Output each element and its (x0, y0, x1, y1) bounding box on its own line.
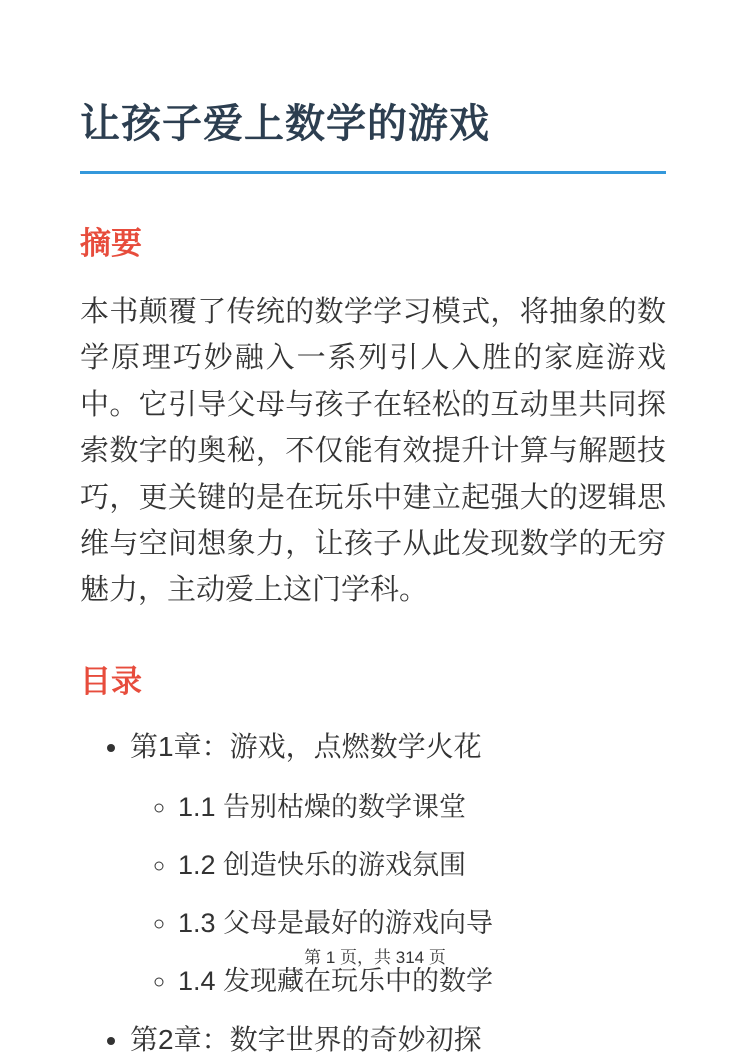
toc-section-1-1: ◦ 1.1 告别枯燥的数学课堂 (178, 785, 666, 824)
toc-section-1-3: ◦ 1.3 父母是最好的游戏向导 (178, 901, 666, 940)
abstract-paragraph: 本书颠覆了传统的数学学习模式，将抽象的数学原理巧妙融入一系列引人入胜的家庭游戏中。它引导父母与孩子在轻松的互动里共同探索数字的奥秘，不仅能有效提升计算与解题技巧，更关键的是在玩乐中建立起强大的逻辑思维与空间想象力，让孩子从此发现数学的无穷魅力，主动爱上这门学科。 (80, 296, 666, 607)
toc-heading: 目录 (80, 663, 142, 699)
toc-chapter-2-label: 第2章：数字世界的奇妙初探 (130, 1023, 482, 1055)
page-number-footer: 第 1 页，共 314 页 (304, 948, 446, 967)
toc-chapter-2 (130, 1018, 666, 1058)
page-title: 让孩子爱上数学的游戏 (80, 92, 666, 174)
abstract-heading: 摘要 (80, 226, 142, 261)
toc-list (80, 725, 666, 1058)
toc-chapter-1-label: 第1章：游戏，点燃数学火花 (130, 730, 482, 762)
toc-section-1-2: ◦ 1.2 创造快乐的游戏氛围 (178, 843, 666, 882)
toc-section-1-4: ◦ 1.4 发现藏在玩乐中的数学 (178, 959, 666, 998)
